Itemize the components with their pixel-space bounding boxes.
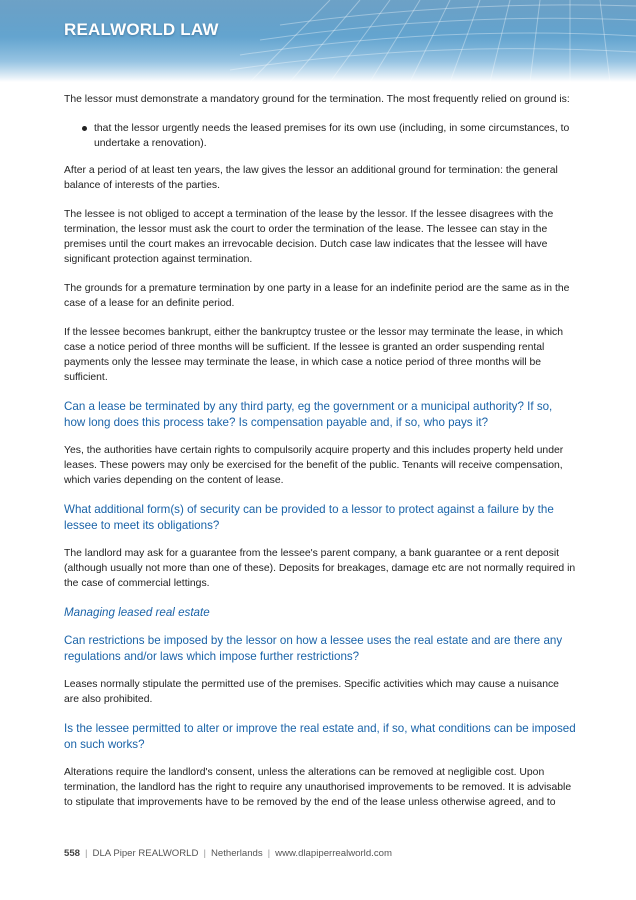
- question-heading: Is the lessee permitted to alter or improve the real estate and, if so, what conditions can be imposed on such works?: [64, 722, 576, 751]
- footer-separator: |: [267, 848, 271, 859]
- page-content: [64, 92, 576, 824]
- question-heading: What additional form(s) of security can be provided to a lessor to protect against a failure by the lessee to meet its obligations?: [64, 503, 554, 532]
- answer-paragraph: Leases normally stipulate the permitted use of the premises. Specific activities which may cause a nuisance are also prohibited.: [64, 679, 559, 705]
- footer-publication: DLA Piper REALWORLD: [92, 848, 199, 859]
- section-heading: Managing leased real estate: [64, 606, 210, 619]
- answer-paragraph: The landlord may ask for a guarantee from the lessee's parent company, a bank guarantee or a rent deposit (although usually not more than one of these). Deposits for breakages, damage etc are not normally required in the case of commercial lettings.: [64, 548, 576, 589]
- question-heading: Can restrictions be imposed by the lessor on how a lessee uses the real estate and are there any regulations and/or laws which impose further restrictions?: [64, 634, 563, 663]
- brand-title: REALWORLD LAW: [64, 20, 219, 39]
- building-glass-graphic: [0, 0, 636, 82]
- answer-paragraph: Yes, the authorities have certain rights to compulsorily acquire property and this includes property held under leases. These powers may only be exercised for the benefit of the public. Tenants will receive compensation, which varies depending on the content of lease.: [64, 445, 564, 486]
- footer-separator: |: [85, 848, 88, 859]
- footer-separator: |: [203, 848, 206, 859]
- question-heading: Can a lease be terminated by any third party, eg the government or a municipal authority? If so, how long does this process take? Is compensation payable and, if so, who pays it?: [64, 400, 553, 429]
- page-header-banner: [0, 0, 636, 82]
- footer-country: Netherlands: [210, 848, 263, 859]
- page-footer: [64, 848, 392, 859]
- footer-url[interactable]: www.dlapiperrealworld.com: [275, 848, 392, 859]
- list-item-text: that the lessor urgently needs the leased premises for its own use (including, in some circumstances, to undertake a renovation).: [94, 123, 570, 149]
- paragraph: The lessee is not obliged to accept a termination of the lease by the lessor. If the lessee disagrees with the termination, the lessor must ask the court to order the termination of the lease. The lessee can stay in the premises until the court makes an irrevocable decision. Dutch case law indicates that the lessee will have significant protection against termination.: [64, 209, 554, 265]
- bullet-list: [64, 121, 576, 151]
- list-item: [64, 121, 576, 151]
- bullet-icon: [82, 126, 87, 131]
- answer-paragraph: Alterations require the landlord's consent, unless the alterations can be removed at negligible cost. Upon termination, the landlord has the right to require any unauthorised improvements to be removed. It is advisable to stipulate that improvements have to be removed by the end of the lease unless otherwise agreed, and to: [64, 767, 572, 808]
- paragraph: If the lessee becomes bankrupt, either the bankruptcy trustee or the lessor may terminate the lease, in which case a notice period of three months will be sufficient. If the lessee is granted an order suspending rental payments only the lessee may terminate the lease, in which case a notice period of three months will be sufficient.: [64, 327, 564, 383]
- paragraph: The lessor must demonstrate a mandatory ground for the termination. The most frequently relied on ground is:: [64, 94, 570, 105]
- paragraph: After a period of at least ten years, the law gives the lessor an additional ground for termination: the general balance of interests of the parties.: [64, 165, 558, 191]
- page-number: 558: [64, 848, 81, 859]
- paragraph: The grounds for a premature termination by one party in a lease for an indefinite period are the same as in the case of a lease for an definite period.: [64, 283, 570, 309]
